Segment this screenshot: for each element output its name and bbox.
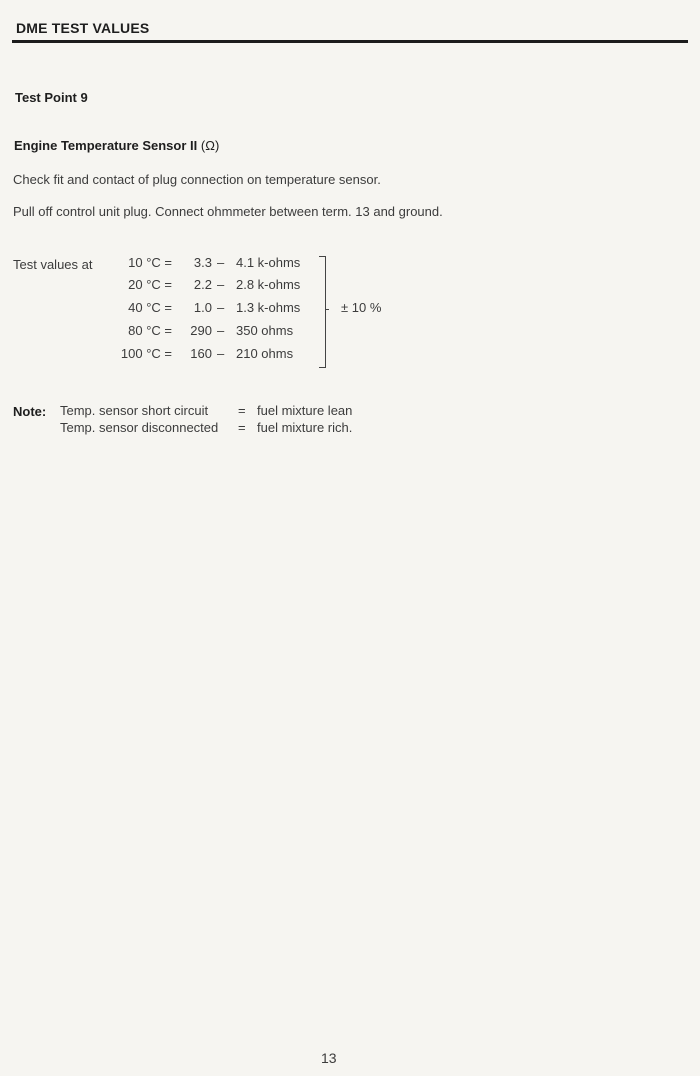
test-value-min: 1.0 [193, 300, 212, 315]
test-value-dash: – [217, 323, 225, 338]
sensor-title [14, 138, 219, 153]
instruction-check-plug: Check fit and contact of plug connection on temperature sensor. [13, 172, 381, 187]
note-condition: Temp. sensor short circuit [60, 403, 209, 418]
page-number: 13 [321, 1050, 337, 1066]
test-values-label: Test values at [13, 257, 93, 272]
sensor-title-text: Engine Temperature Sensor II [14, 138, 198, 153]
test-value-temp: 100 °C = [120, 346, 172, 361]
test-value-dash: – [217, 277, 225, 292]
test-value-dash: – [217, 255, 225, 270]
test-value-min: 2.2 [193, 277, 212, 292]
header-divider [12, 40, 688, 43]
test-value-dash: – [217, 346, 225, 361]
test-value-min: 3.3 [193, 255, 212, 270]
tolerance-bracket [319, 256, 326, 368]
instruction-connect-ohmmeter: Pull off control unit plug. Connect ohmmeter between term. 13 and ground. [13, 204, 443, 219]
note-result: fuel mixture lean [257, 403, 353, 418]
ohm-symbol: (Ω) [200, 138, 220, 153]
tolerance-value: ± 10 % [341, 300, 382, 315]
test-value-min: 290 [190, 323, 212, 338]
test-value-max: 4.1 k-ohms [236, 255, 301, 270]
test-value-max: 2.8 k-ohms [236, 277, 301, 292]
note-equals: = [238, 420, 246, 435]
test-value-temp: 20 °C = [128, 277, 172, 292]
test-value-temp: 40 °C = [128, 300, 172, 315]
test-value-max: 210 ohms [236, 346, 294, 361]
note-label: Note: [13, 404, 47, 419]
test-point-heading: Test Point 9 [15, 90, 88, 105]
note-result: fuel mixture rich. [257, 420, 353, 435]
note-equals: = [238, 403, 246, 418]
note-condition: Temp. sensor disconnected [60, 420, 219, 435]
test-value-max: 1.3 k-ohms [236, 300, 301, 315]
page-header-title: DME TEST VALUES [16, 20, 150, 36]
test-value-min: 160 [190, 346, 212, 361]
test-value-temp: 80 °C = [128, 323, 172, 338]
test-value-temp: 10 °C = [128, 255, 172, 270]
test-value-dash: – [217, 300, 225, 315]
test-value-max: 350 ohms [236, 323, 294, 338]
tolerance-bracket-tick [325, 309, 329, 310]
